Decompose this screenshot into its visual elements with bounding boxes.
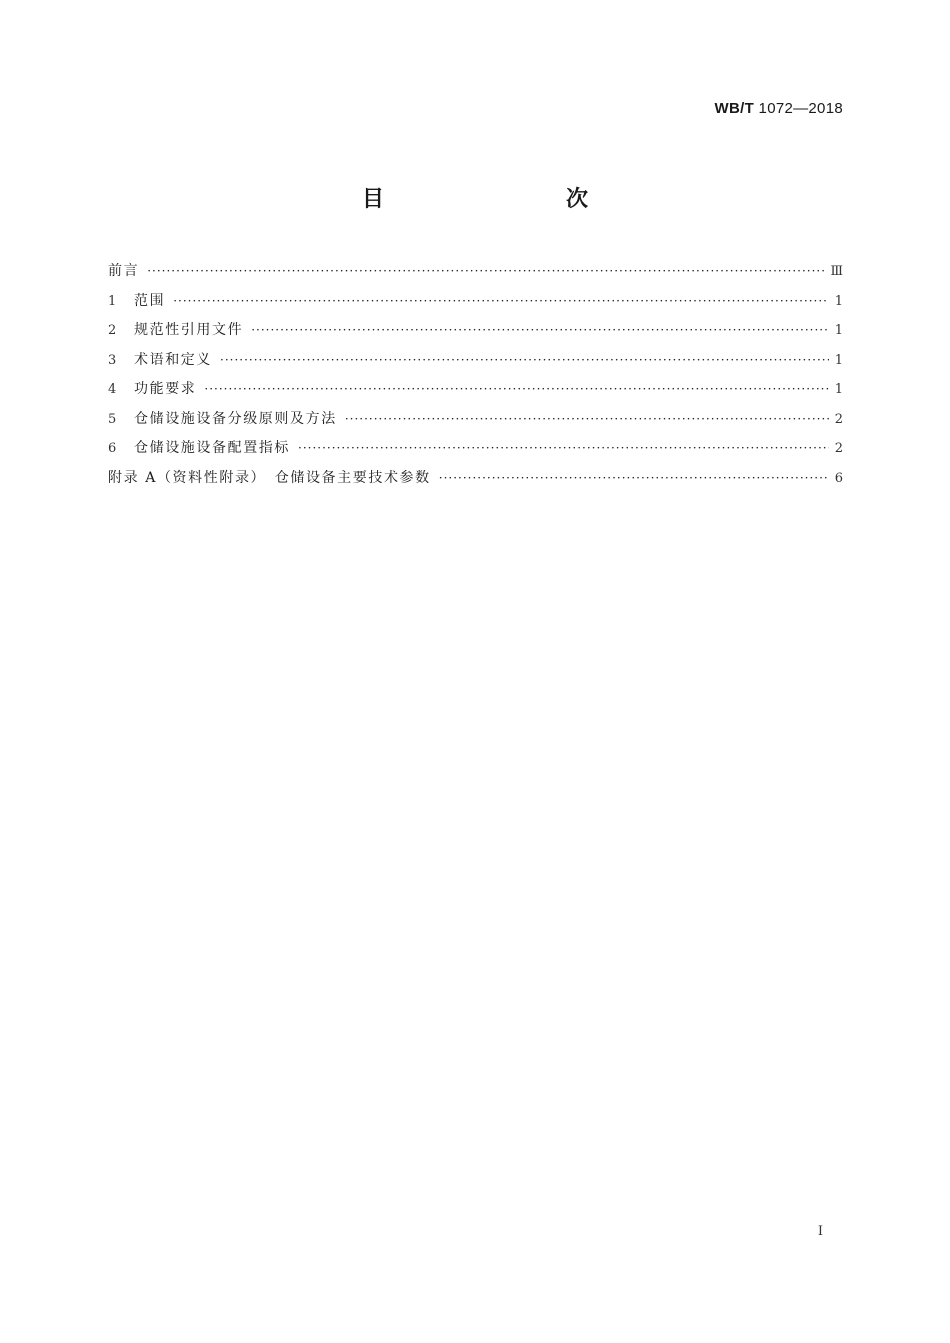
toc-leader-dots	[298, 436, 829, 460]
toc-entry-page: 1	[834, 323, 843, 338]
toc-leader-dots	[220, 348, 829, 372]
toc-entry-page: 1	[834, 352, 843, 368]
toc-entry-label: 附录 A（资料性附录） 仓储设备主要技术参数	[108, 469, 431, 486]
toc-leader-dots	[173, 289, 829, 313]
toc-entry-page: Ⅲ	[830, 264, 843, 279]
toc-entry-label: 术语和定义	[134, 351, 212, 368]
toc-entry-1[interactable]	[108, 289, 843, 319]
toc-entry-page: 2	[834, 411, 843, 427]
toc-entry-3[interactable]	[108, 348, 843, 378]
toc-entry-label: 范围	[134, 292, 166, 309]
toc-entry-appendix-a[interactable]	[108, 466, 843, 496]
table-of-contents	[108, 259, 843, 495]
toc-entry-number: 1	[108, 293, 117, 309]
toc-entry-label: 功能要求	[134, 381, 197, 397]
toc-entry-4[interactable]	[108, 377, 843, 407]
toc-entry-foreword[interactable]	[108, 259, 843, 289]
toc-entry-label: 前言	[108, 263, 140, 279]
toc-entry-number: 3	[108, 352, 117, 368]
page-number: Ⅰ	[817, 1224, 823, 1239]
document-code-number: 1072—2018	[758, 100, 843, 117]
toc-entry-page: 2	[834, 441, 843, 456]
toc-entry-number: 6	[108, 441, 117, 456]
toc-entry-2[interactable]	[108, 318, 843, 348]
toc-leader-dots	[345, 407, 829, 431]
toc-entry-6[interactable]	[108, 436, 843, 466]
toc-entry-page: 6	[834, 470, 843, 486]
toc-entry-page: 1	[834, 293, 843, 309]
toc-entry-number: 4	[108, 382, 117, 397]
toc-entry-label: 仓储设施设备配置指标	[134, 440, 290, 456]
document-code-prefix: WB/T	[714, 100, 755, 117]
toc-entry-number: 2	[108, 323, 117, 338]
toc-entry-number: 5	[108, 411, 117, 427]
document-code	[715, 100, 843, 117]
toc-leader-dots	[251, 318, 829, 342]
toc-entry-label: 规范性引用文件	[134, 322, 244, 338]
toc-leader-dots	[439, 466, 829, 490]
toc-entry-label: 仓储设施设备分级原则及方法	[134, 410, 337, 427]
toc-leader-dots	[147, 259, 824, 283]
toc-entry-5[interactable]	[108, 407, 843, 437]
toc-leader-dots	[204, 377, 828, 401]
toc-entry-page: 1	[834, 382, 843, 397]
toc-title: 目 次	[361, 187, 634, 212]
